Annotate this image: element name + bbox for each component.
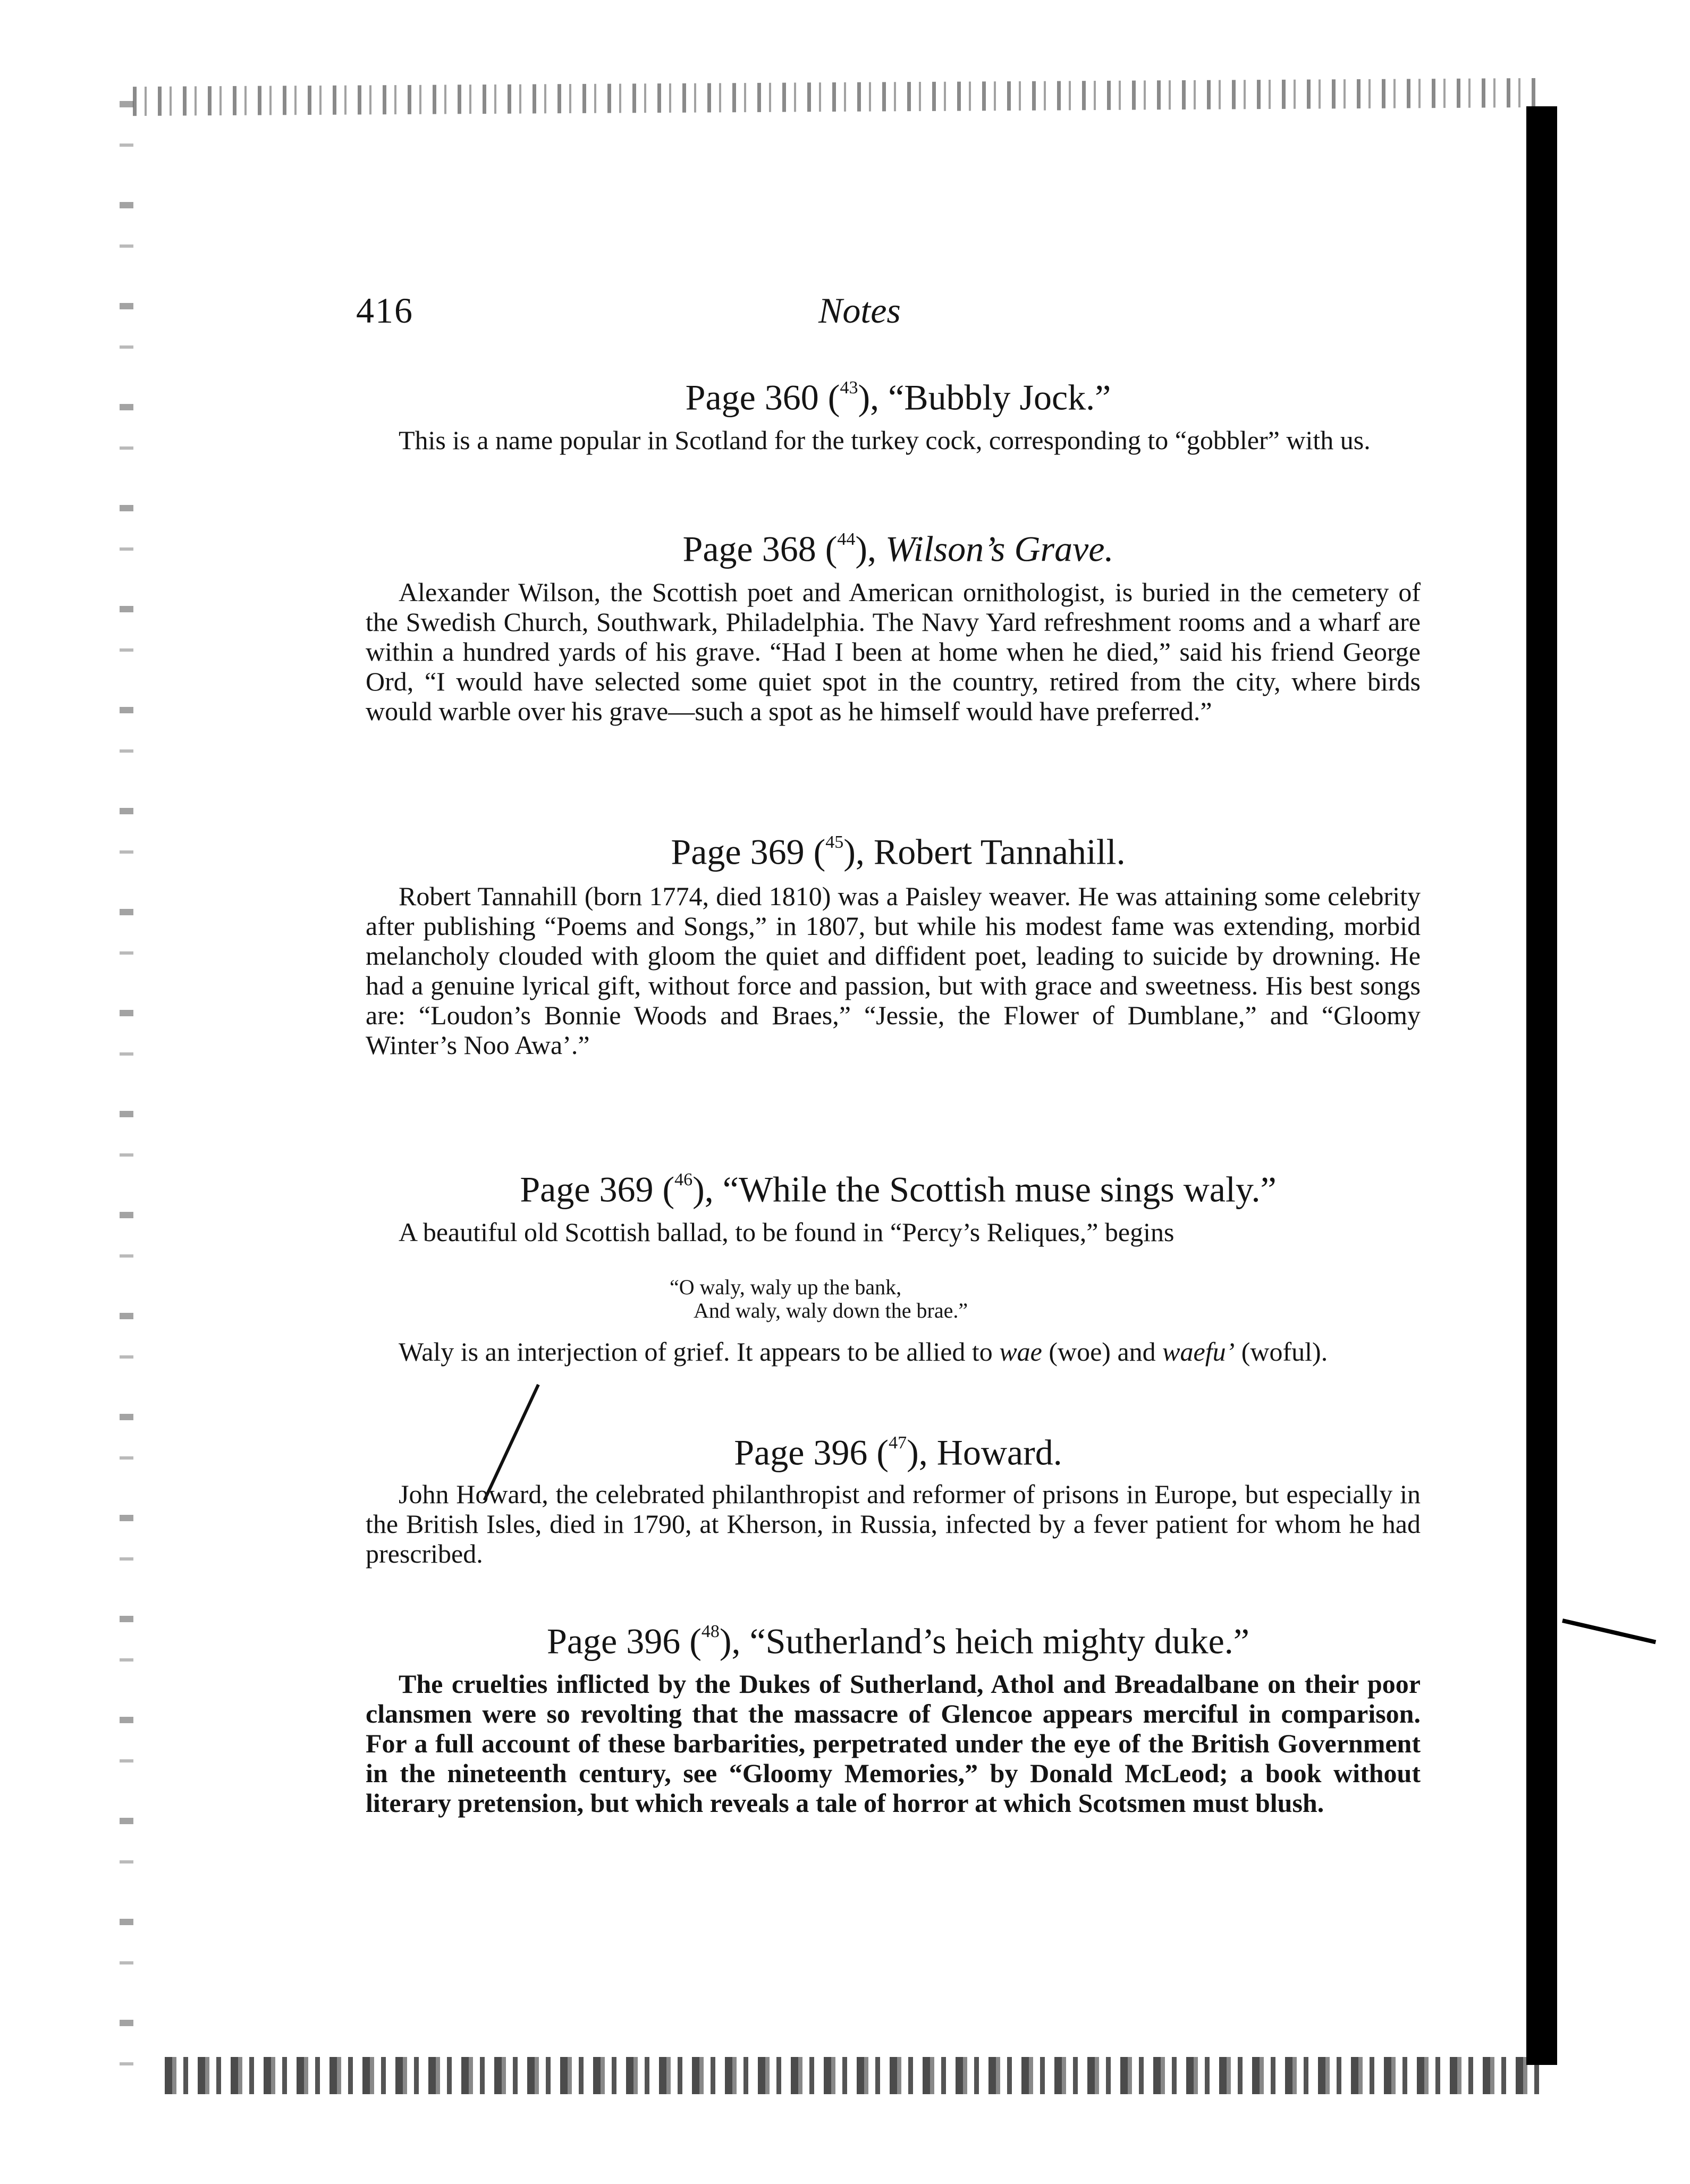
note-body: Alexander Wilson, the Scottish poet and American ornithologist, is buried in the cemetery of the Swedish Church, Southwark, Philadelphia. The Navy Yard refreshment rooms and a wharf are within a hundred yards of his grave. “Had I been at home when he died,” said his friend George Ord, “I would have selected some quiet spot in the country, retired from the city, where birds would warble over his grave—such a spot as he himself would have preferred.” xyxy=(366,577,1421,726)
note-heading: Page 368 ($^{44}$), Wilson’s Grave. xyxy=(682,528,1114,569)
ballad-verse xyxy=(670,1276,1307,1322)
note-body: Robert Tannahill (born 1774, died 1810) was a Paisley weaver. He was attaining some celebrity after publishing “Poems and Songs,” in 1807, but while his modest fame was extending, morbid melancholy clouded with gloom the quiet and diffident poet, leading to suicide by drowning. He had a genuine lyrical gift, without force and passion, but with grace and sweetness. His best songs are: “Loudon’s Bonnie Woods and Braes,” “Jessie, the Flower of Dumblane,” and “Gloomy Winter’s Noo Awa’.” xyxy=(366,881,1421,1060)
verse-line: “O waly, waly up the bank, xyxy=(670,1275,902,1299)
note-body: The cruelties inflicted by the Dukes of Sutherland, Athol and Breadalbane on their poor clansmen were so revolting that the massacre of Glencoe appears merciful in comparison. For a full account of these barbarities, perpetrated under the eye of the British Government in the nineteenth century, see “Gloomy Memories,” by Donald McLeod; a book without literary pretension, but which reveals a tale of horror at which Scotsmen must blush. xyxy=(366,1669,1421,1818)
scan-edge-left xyxy=(120,101,133,2068)
note-heading: Page 396 ($^{48}$), “Sutherland’s heich mighty duke.” xyxy=(547,1621,1249,1662)
note-body: Waly is an interjection of grief. It appears to be allied to wae (woe) and waefu’ (woful). xyxy=(399,1337,1328,1367)
page-header xyxy=(356,290,1020,343)
note-heading: Page 369 ($^{45}$), Robert Tannahill. xyxy=(671,831,1126,872)
note-body: This is a name popular in Scotland for the turkey cock, corresponding to “gobbler” with us. xyxy=(399,425,1371,455)
verse-line: And waly, waly down the brae.” xyxy=(694,1298,968,1322)
note-heading: Page 369 ($^{46}$), “While the Scottish muse sings waly.” xyxy=(520,1169,1277,1210)
note-body: A beautiful old Scottish ballad, to be found in “Percy’s Reliques,” begins xyxy=(399,1217,1174,1247)
margin-mark xyxy=(1562,1618,1656,1644)
note-heading: Page 360 ($^{43}$), “Bubbly Jock.” xyxy=(685,377,1111,418)
note-body: John Howard, the celebrated philanthropist and reformer of prisons in Europe, but especially in the British Isles, died in 1790, at Kherson, in Russia, infected by a fever patient for whom he had prescribed. xyxy=(366,1479,1421,1569)
scan-edge-bottom xyxy=(165,2057,1547,2094)
page-number: 416 xyxy=(356,290,413,331)
scan-edge-top xyxy=(133,78,1541,116)
book-spine-shadow xyxy=(1526,106,1557,2065)
running-title: Notes xyxy=(818,290,901,331)
note-heading: Page 396 ($^{47}$), Howard. xyxy=(734,1432,1062,1473)
